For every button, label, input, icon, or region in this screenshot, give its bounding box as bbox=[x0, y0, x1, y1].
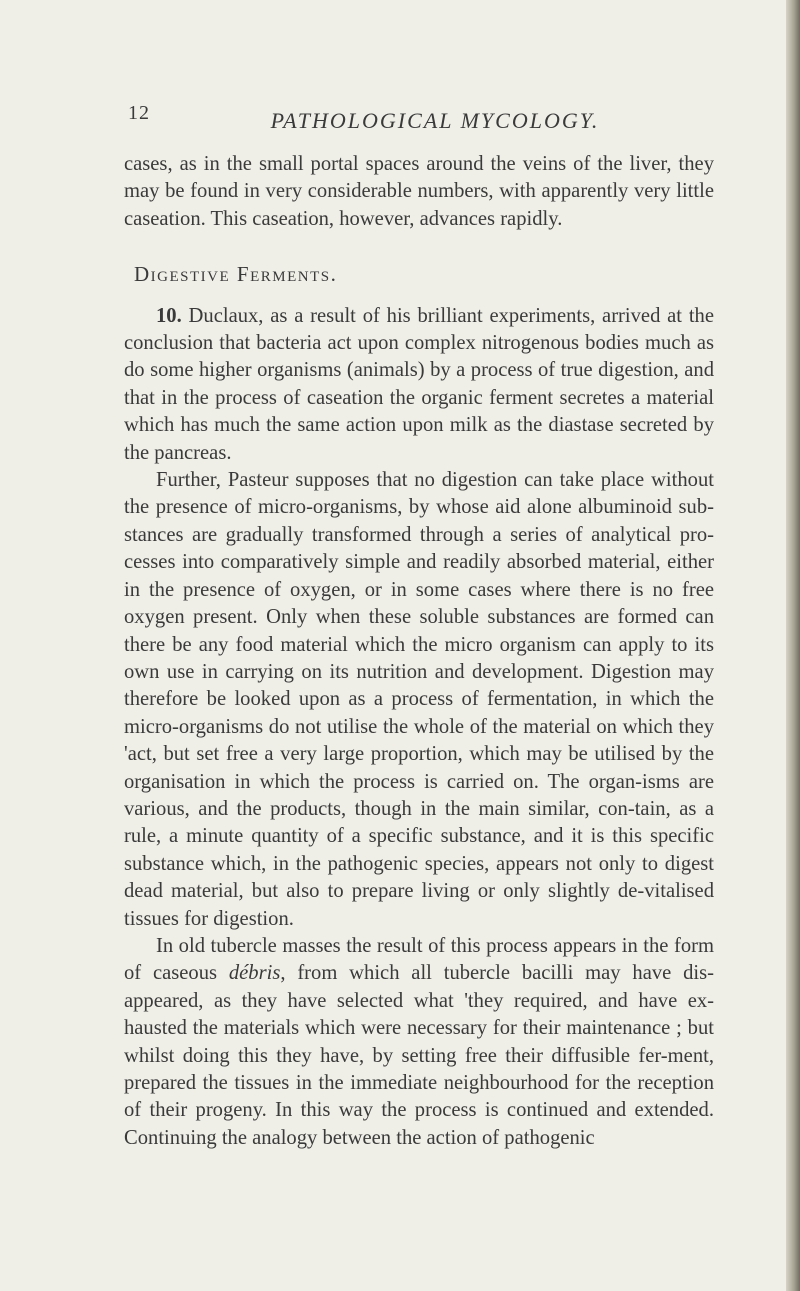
body-text bbox=[124, 151, 714, 1152]
paragraph-continued: cases, as in the small portal spaces around the veins of the liver, they may be found in very considerable numbers, with apparently very little caseation. This caseation, however, advances rapidly. bbox=[124, 153, 714, 230]
italic-debris: débris bbox=[228, 962, 281, 985]
paragraph-old-tubercle bbox=[124, 933, 714, 1152]
paragraph-10-text: Duclaux, as a result of his brilliant experiments, arrived at the conclusion that bacteria act upon complex nitrogenous bodies much as do some higher organisms (animals) by a process of true digestion, and that in the process of caseation the organic ferment secretes a material which has much the same action upon milk as the diastase secreted by the pancreas. bbox=[124, 304, 714, 464]
paragraph-10 bbox=[124, 303, 714, 467]
page-number: 12 bbox=[128, 102, 150, 124]
running-head: PATHOLOGICAL MYCOLOGY. bbox=[270, 108, 600, 133]
paragraph-number: 10. bbox=[156, 304, 182, 327]
paragraph-old-start: In old tubercle masses the result of this process appears in the form of caseous bbox=[124, 934, 714, 985]
section-heading: Digestive Ferments. bbox=[134, 262, 338, 287]
paragraph-further: Further, Pasteur supposes that no digestion can take place without the presence of micro-organisms, by whose aid alone albuminoid sub-stances are gradually transformed through a series of analytical pro-cesses into comparatively simple and readily absorbed material, either in the presence of oxygen, or in some cases where there is no free oxygen present. Only when these soluble substances are formed can there be any food material which the micro organism can apply to its own use in carrying on its nutrition and development. Digestion may therefore be looked upon as a process of fermentation, in which the micro-organisms do not utilise the whole of the material on which they 'act, but set free a very large proportion, which may be utilised by the organisation in which the process is carried on. The organ-isms are various, and the products, though in the main similar, con-tain, as a rule, a minute quantity of a specific substance, and it is this specific substance which, in the pathogenic species, appears not only to digest dead material, but also to prepare living or only slightly de-vitalised tissues for digestion. bbox=[124, 469, 714, 930]
paragraph-old-rest: , from which all tubercle bacilli may have dis-appeared, as they have selected what 'they required, and have ex-hausted the materials which were necessary for their maintenance ; but whilst doing this they have, by setting free their diffusible fer-ment, prepared the tissues in the immediate neighbourhood for the reception of their progeny. In this way the process is continued and extended. Continuing the analogy between the action of pathogenic bbox=[124, 962, 714, 1149]
page-edge-shadow bbox=[786, 0, 800, 1291]
